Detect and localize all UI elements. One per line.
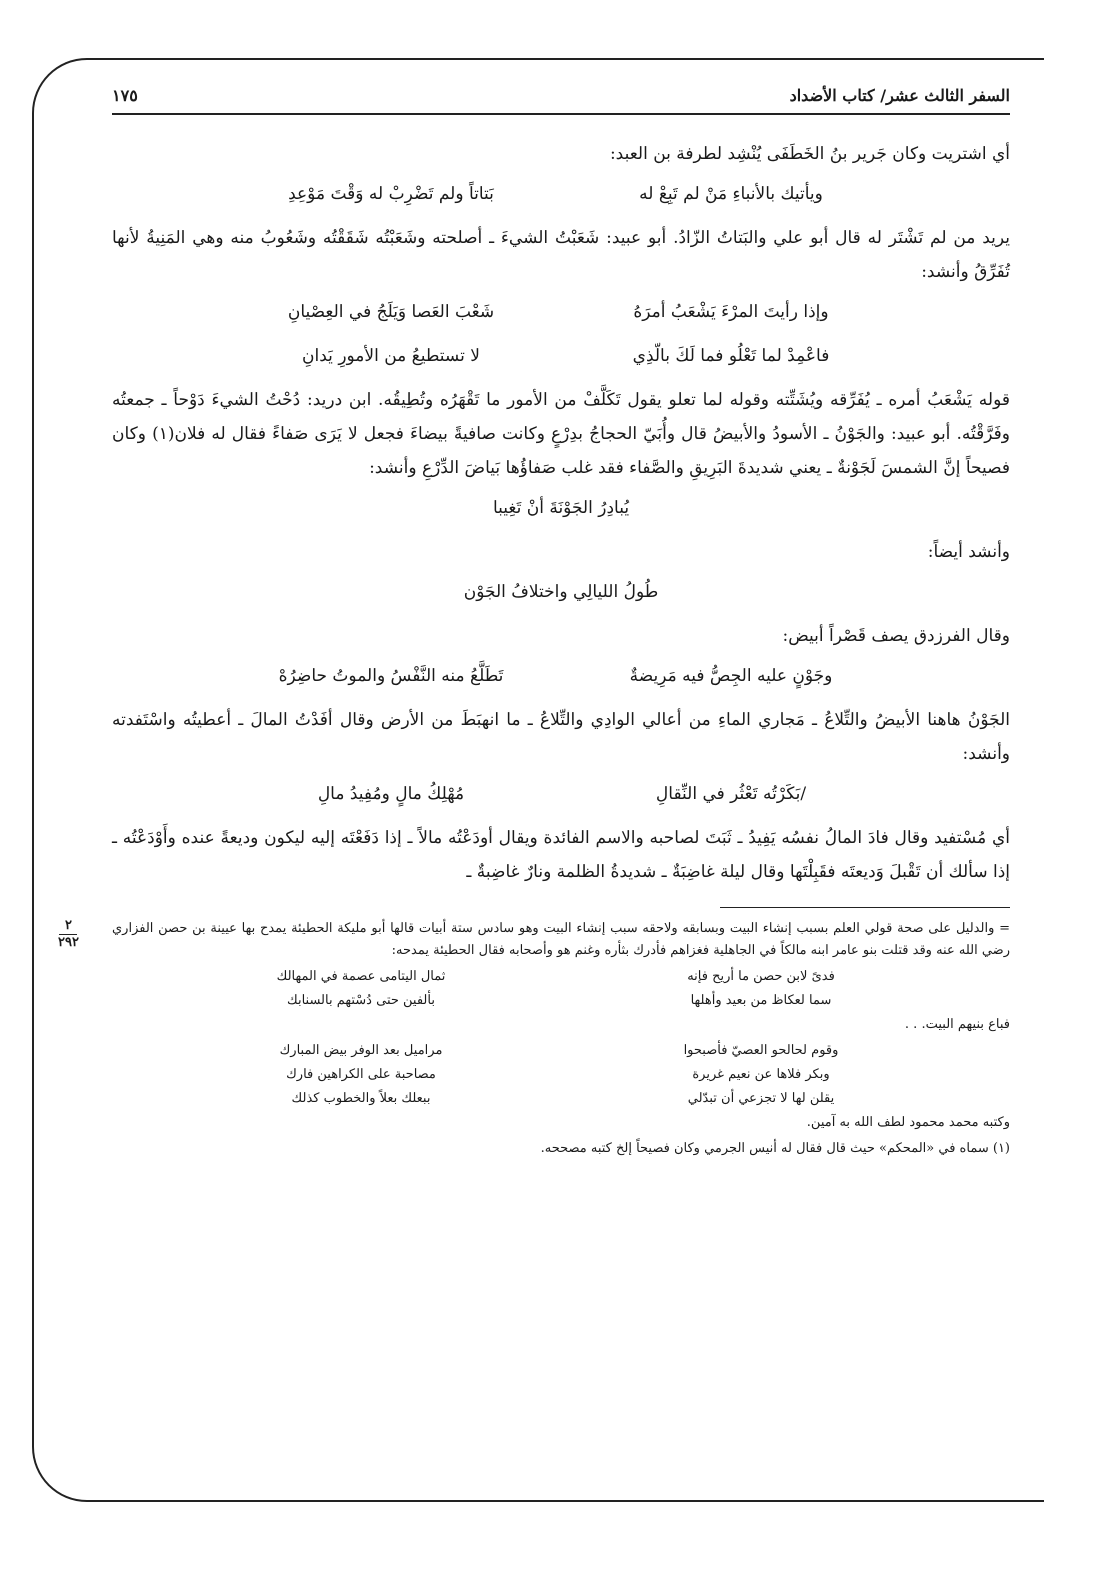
margin-page-mark xyxy=(58,920,79,949)
paragraph: الجَوْنُ هاهنا الأبيضُ والتِّلاعُ ـ مَجاري الماءِ من أعالي الوادِي والتِّلاعُ ـ ما انهبَطَ من الأرض وقال أفَدْتُ المالَ ـ أعطيتُه واسْتَفدته وأنشد: xyxy=(112,710,1010,764)
margin-mark-top: ٢ xyxy=(64,918,72,933)
paragraph: وقال الفرزدق يصف قَصْراً أبيض: xyxy=(782,626,1010,646)
footnote-separator xyxy=(720,907,1010,908)
verse-second-hemistich: ببعلك بعلاً والخطوب كذلك xyxy=(291,1091,431,1106)
verse-line xyxy=(112,295,1010,329)
verse-second-hemistich: مراميل بعد الوفر بيض المبارك xyxy=(279,1043,443,1058)
paragraph: أي اشتريت وكان جَرير بنُ الخَطَفَى يُنْشِد لطرفة بن العبد: xyxy=(609,144,1010,164)
paragraph: وأنشد أيضاً: xyxy=(927,542,1010,562)
footnote-verse xyxy=(112,990,1010,1012)
verse-second-hemistich: شَعْبَ العَصا وَيَلَجُ في العِصْيانِ xyxy=(287,302,495,322)
page-number: ١٧٥ xyxy=(112,86,138,105)
footnote-verse xyxy=(112,1088,1010,1110)
page xyxy=(112,80,1010,1164)
verse-first-hemistich: سما لعكاظ من بعيد وأهلها xyxy=(690,993,832,1008)
paragraph: يريد من لم تَشْتَر له قال أبو علي والبَتاتُ الزّادُ. أبو عبيد: شَعَبْتُ الشيءَ ـ أصلحته وشَعَبْتُه شَقَقْتُه وشَعُوبُ منه وهي المَنِيةُ لأنها تُفَرِّقُ وأنشد: xyxy=(112,228,1010,282)
verse-line xyxy=(112,575,1010,609)
running-header xyxy=(112,80,1010,115)
verse-second-hemistich: لا تستطيعُ من الأمورِ يَدانِ xyxy=(302,346,480,366)
verse-line xyxy=(112,177,1010,211)
verse-single: يُبادِرُ الجَوْنَةَ أنْ تَغِيبا xyxy=(492,498,630,518)
footnote-verse xyxy=(112,966,1010,988)
verse-first-hemistich: وبكر فلاها عن نعيم غريرة xyxy=(692,1067,830,1082)
verse-second-hemistich: تَطَلَّعُ منه النَّفْسُ والموتُ حاضِرُهْ xyxy=(278,666,504,686)
verse-first-hemistich: وقوم لحالحو العصيّ فأصبحوا xyxy=(683,1043,839,1058)
running-title: السفر الثالث عشر/ كتاب الأضداد xyxy=(789,86,1010,105)
footnote-verse xyxy=(112,1040,1010,1062)
verse-second-hemistich: مُهْلِكُ مالٍ ومُفِيدُ مالِ xyxy=(317,784,465,804)
verse-line xyxy=(112,491,1010,525)
footnote-continuation: = والدليل على صحة قولي العلم بسبب إنشاء البيت وبسابقه ولاحقه سبب إنشاء البيت وهو سادس ستة أبيات قالها أبو مليكة الحطيئة يمدح بها عيينة بن حصن الفزاري رضي الله عنه وقد قتلت بنو عامر ابنه مالكاً في الجاهلية فغزاهم فأدرك بثأره وغنم هو وأصحابه فقال الحطيئة يمدحه: xyxy=(112,921,1010,958)
verse-second-hemistich: بألفين حتى دُسْتهم بالسنابك xyxy=(287,993,435,1008)
verse-line xyxy=(112,777,1010,811)
verse-line xyxy=(112,339,1010,373)
verse-single: طُولُ الليالِي واختلافُ الجَوْن xyxy=(463,582,659,602)
footnote-text: فباع بنيهم البيت. . . xyxy=(904,1017,1010,1032)
main-text xyxy=(112,137,1010,889)
verse-first-hemistich: /بَكَرْتُه تَعْثُر في النِّقالِ xyxy=(655,784,807,804)
footnote-1: (١) سماه في «المحكم» حيث قال فقال له أنيس الجرمي وكان فصيحاً إلخ كتبه مصححه. xyxy=(540,1141,1010,1156)
verse-first-hemistich: وإذا رأيتَ المرْءَ يَشْعَبُ أمرَهُ xyxy=(633,302,829,322)
paragraph: أي مُسْتفيد وقال فادَ المالُ نفسُه يَفِيدُ ـ ثَبَتَ لصاحبه والاسم الفائدة ويقال أودَعْتُه مالاً ـ إذا دَفَعْتَه إليه ليكون وديعةً عنده وأَوْدَعْتُه ـ إذا سألك أن تَقْبلَ وَديعتَه فقَبِلْتَها وقال ليلة غاضِبَةٌ ـ شديدةُ الظلمة ونارٌ غاضِبةٌ ـ xyxy=(112,828,1010,882)
verse-line xyxy=(112,659,1010,693)
footnote-text: وكتبه محمد محمود لطف الله به آمين. xyxy=(806,1115,1010,1130)
verse-second-hemistich: ثمال اليتامى عصمة في المهالك xyxy=(276,969,446,984)
verse-first-hemistich: ويأتيك بالأنباءِ مَنْ لم تَبِعْ له xyxy=(639,184,823,204)
margin-mark-bottom: ٢٩٢ xyxy=(58,935,79,950)
paragraph: قوله يَشْعَبُ أمره ـ يُفَرِّقه ويُشَتِّته وقوله لما تعلو يقول تَكَلَّفْ من الأمور ما تَقْهَرُه وتُطِيقُه. ابن دريد: دُحْتُ الشيءَ دَوْحاً ـ جمعتُه وفَرَّقْتُه. أبو عبيد: والجَوْنُ ـ الأسودُ والأبيضُ قال وأُبَيّ الحجاجُ بدِرْعٍ وكانت صافيةً بيضاءَ فجعل لا يَرَى صَفاءً فقال له فلان(١) وكان فصيحاً إنَّ الشمسَ لَجَوْنةٌ ـ يعني شديدةَ البَرِيقِ والصَّفاء فقد غلب صَفاؤُها بَياضَ الدِّرْعِ وأنشد: xyxy=(112,390,1010,478)
verse-first-hemistich: يقلن لها لا تجزعي أن تبدّلي xyxy=(687,1091,835,1106)
footnote-verse xyxy=(112,1064,1010,1086)
footnotes xyxy=(112,918,1010,1160)
verse-second-hemistich: مصاحبة على الكراهين فارك xyxy=(286,1067,436,1082)
verse-first-hemistich: فاعْمِدْ لما تَعْلُو فما لَكَ بالّذِي xyxy=(632,346,830,366)
verse-second-hemistich: بَتاتاً ولم تَضْرِبْ له وَقْتَ مَوْعِدِ xyxy=(288,184,494,204)
verse-first-hemistich: فدىً لابن حصن ما أريح فإنه xyxy=(687,969,835,984)
verse-first-hemistich: وجَوْنٍ عليه الجِصُّ فيه مَرِيضةٌ xyxy=(629,666,833,686)
